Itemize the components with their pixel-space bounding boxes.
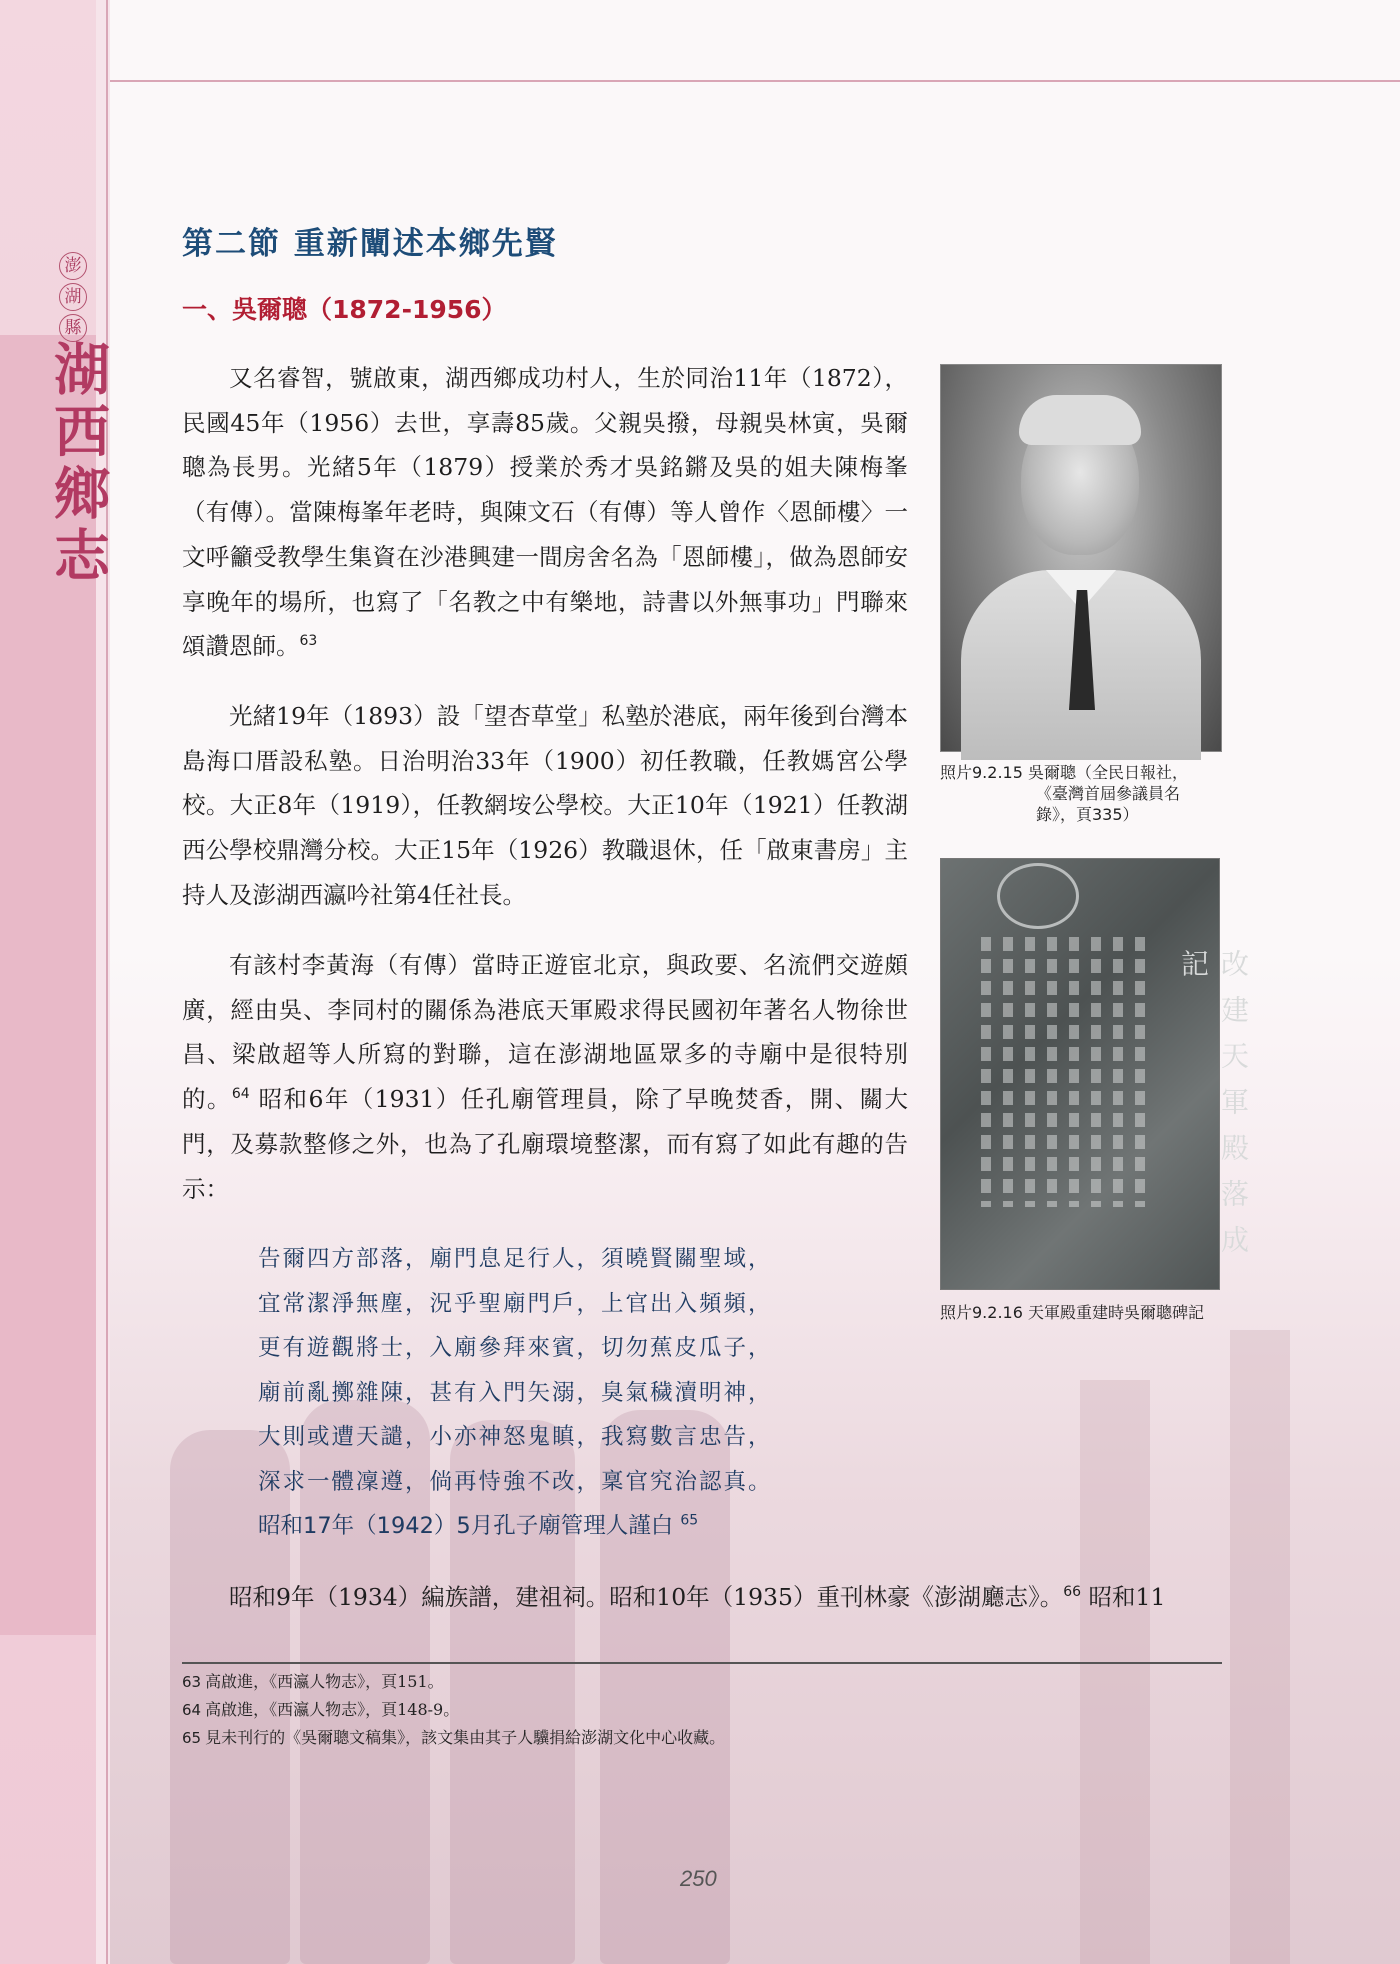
paragraph-text: 昭和11 — [1088, 1583, 1166, 1611]
paragraph — [182, 694, 908, 918]
photo-caption — [940, 762, 1230, 825]
caption-line: 《臺灣首屆參議員名 — [1036, 784, 1181, 803]
notice-line: 更有遊觀將士，入廟參拜來賓，切勿蕉皮瓜子， — [258, 1335, 773, 1361]
stele-inscription — [1069, 937, 1079, 1207]
stele-inscription — [1113, 937, 1123, 1207]
page-number: 250 — [680, 1866, 717, 1891]
paragraph — [182, 1575, 1222, 1620]
stele-emblem — [997, 863, 1079, 929]
caption-line: 錄》，頁335） — [1036, 805, 1139, 824]
footnote-text: 見未刊行的《吳爾聰文稿集》，該文集由其子人驥捐給澎湖文化中心收藏。 — [205, 1728, 726, 1747]
notice-line: 大則或遭天譴，小亦神怒鬼瞋，我寫數言忠告， — [258, 1424, 773, 1450]
stele-inscription — [1025, 937, 1035, 1207]
footnote-ref[interactable]: 65 — [680, 1512, 699, 1529]
footnote — [182, 1724, 1082, 1752]
footnote-number: 63 — [182, 1673, 202, 1691]
paragraph — [182, 356, 908, 669]
footnote-ref[interactable]: 64 — [231, 1086, 250, 1103]
notice-line: 告爾四方部落，廟門息足行人，須曉賢關聖域， — [258, 1246, 773, 1272]
footnote-text: 高啟進，《西瀛人物志》，頁148-9。 — [205, 1700, 460, 1719]
paragraph-text: 光緒19年（1893）設「望杏草堂」私塾於港底，兩年後到台灣本島海口厝設私塾。日治明治33年（1900）初任教職，任教媽宮公學校。大正8年（1919），任教網垵公學校。大正10年（1921）任教湖西公學校鼎灣分校。大正15年（1926）教職退休，任「啟東書房」主持人及澎湖西瀛吟社第4任社長。 — [182, 702, 908, 909]
footnote-number: 64 — [182, 1701, 202, 1719]
temple-notice — [258, 1237, 858, 1549]
stele-title: 改建天軍殿落成記 — [1177, 949, 1250, 1271]
footnote-ref[interactable]: 66 — [1063, 1584, 1082, 1601]
paragraph — [182, 943, 908, 1211]
stele-inscription — [1135, 937, 1145, 1207]
stele-inscription — [1003, 937, 1013, 1207]
footnote-ref[interactable]: 63 — [299, 633, 318, 650]
notice-line: 深求一體凜遵，倘再恃強不改，稟官究治認真。 — [258, 1468, 773, 1495]
stele-photo — [940, 858, 1250, 1290]
stele-inscription — [1091, 937, 1101, 1207]
portrait-hair — [1019, 395, 1141, 445]
footnote — [182, 1696, 1082, 1724]
stele-inscription — [1047, 937, 1057, 1207]
footnote — [182, 1668, 1082, 1696]
portrait-photo — [940, 364, 1222, 752]
notice-line: 廟前亂擲雜陳，甚有入門矢溺，臭氣穢瀆明神， — [258, 1379, 773, 1406]
book-title: 湖西鄉志 — [45, 340, 111, 588]
footnote-divider — [182, 1662, 1222, 1664]
county-char: 湖 — [59, 283, 87, 311]
notice-signature-text: 昭和17年（1942）5月孔子廟管理人謹白 — [258, 1513, 674, 1539]
stele-inscription — [981, 937, 991, 1207]
paragraph-text: 昭和9年（1934）編族譜，建祖祠。昭和10年（1935）重刊林豪《澎湖廳志》。 — [229, 1583, 1064, 1611]
footnote-text: 高啟進，《西瀛人物志》，頁151。 — [205, 1672, 444, 1691]
footnotes — [182, 1668, 1082, 1752]
paragraph-text: 有該村李黃海（有傳）當時正遊宦北京，與政要、名流們交遊頗廣，經由吳、李同村的關係為港底天軍殿求得民國初年著名人物徐世昌、梁啟超等人所寫的對聯，這在澎湖地區眾多的寺廟中是很特別的。 — [182, 951, 908, 1114]
subsection-title: 一、吳爾聰（1872-1956） — [182, 295, 507, 324]
caption-line: 照片9.2.15 吳爾聰（全民日報社， — [940, 763, 1188, 782]
county-char: 澎 — [59, 252, 87, 280]
paragraph-text: 又名睿智，號啟東，湖西鄉成功村人，生於同治11年（1872），民國45年（1956）去世，享壽85歲。父親吳撥，母親吳林寅，吳爾聰為長男。光緒5年（1879）授業於秀才吳銘鏘及吳的姐夫陳梅峯（有傳）。當陳梅峯年老時，與陳文石（有傳）等人曾作〈恩師樓〉一文呼籲受教學生集資在沙港興建一間房舍名為「恩師樓」，做為恩師安享晚年的場所，也寫了「名教之中有樂地，詩書以外無事功」門聯來頌讚恩師。 — [182, 364, 908, 661]
notice-line: 宜常潔淨無塵，況乎聖廟門戶，上官出入頻頻， — [258, 1290, 773, 1317]
footnote-number: 65 — [182, 1729, 202, 1747]
photo-caption: 照片9.2.16 天軍殿重建時吳爾聰碑記 — [940, 1303, 1204, 1322]
county-char: 縣 — [59, 314, 87, 342]
paragraph-text: 昭和6年（1931）任孔廟管理員，除了早晚焚香，開、關大門，及募款整修之外，也為了孔廟環境整潔，而有寫了如此有趣的告示： — [182, 1085, 909, 1203]
section-title: 第二節 重新闡述本鄉先賢 — [182, 226, 558, 262]
notice-signature — [258, 1504, 858, 1549]
